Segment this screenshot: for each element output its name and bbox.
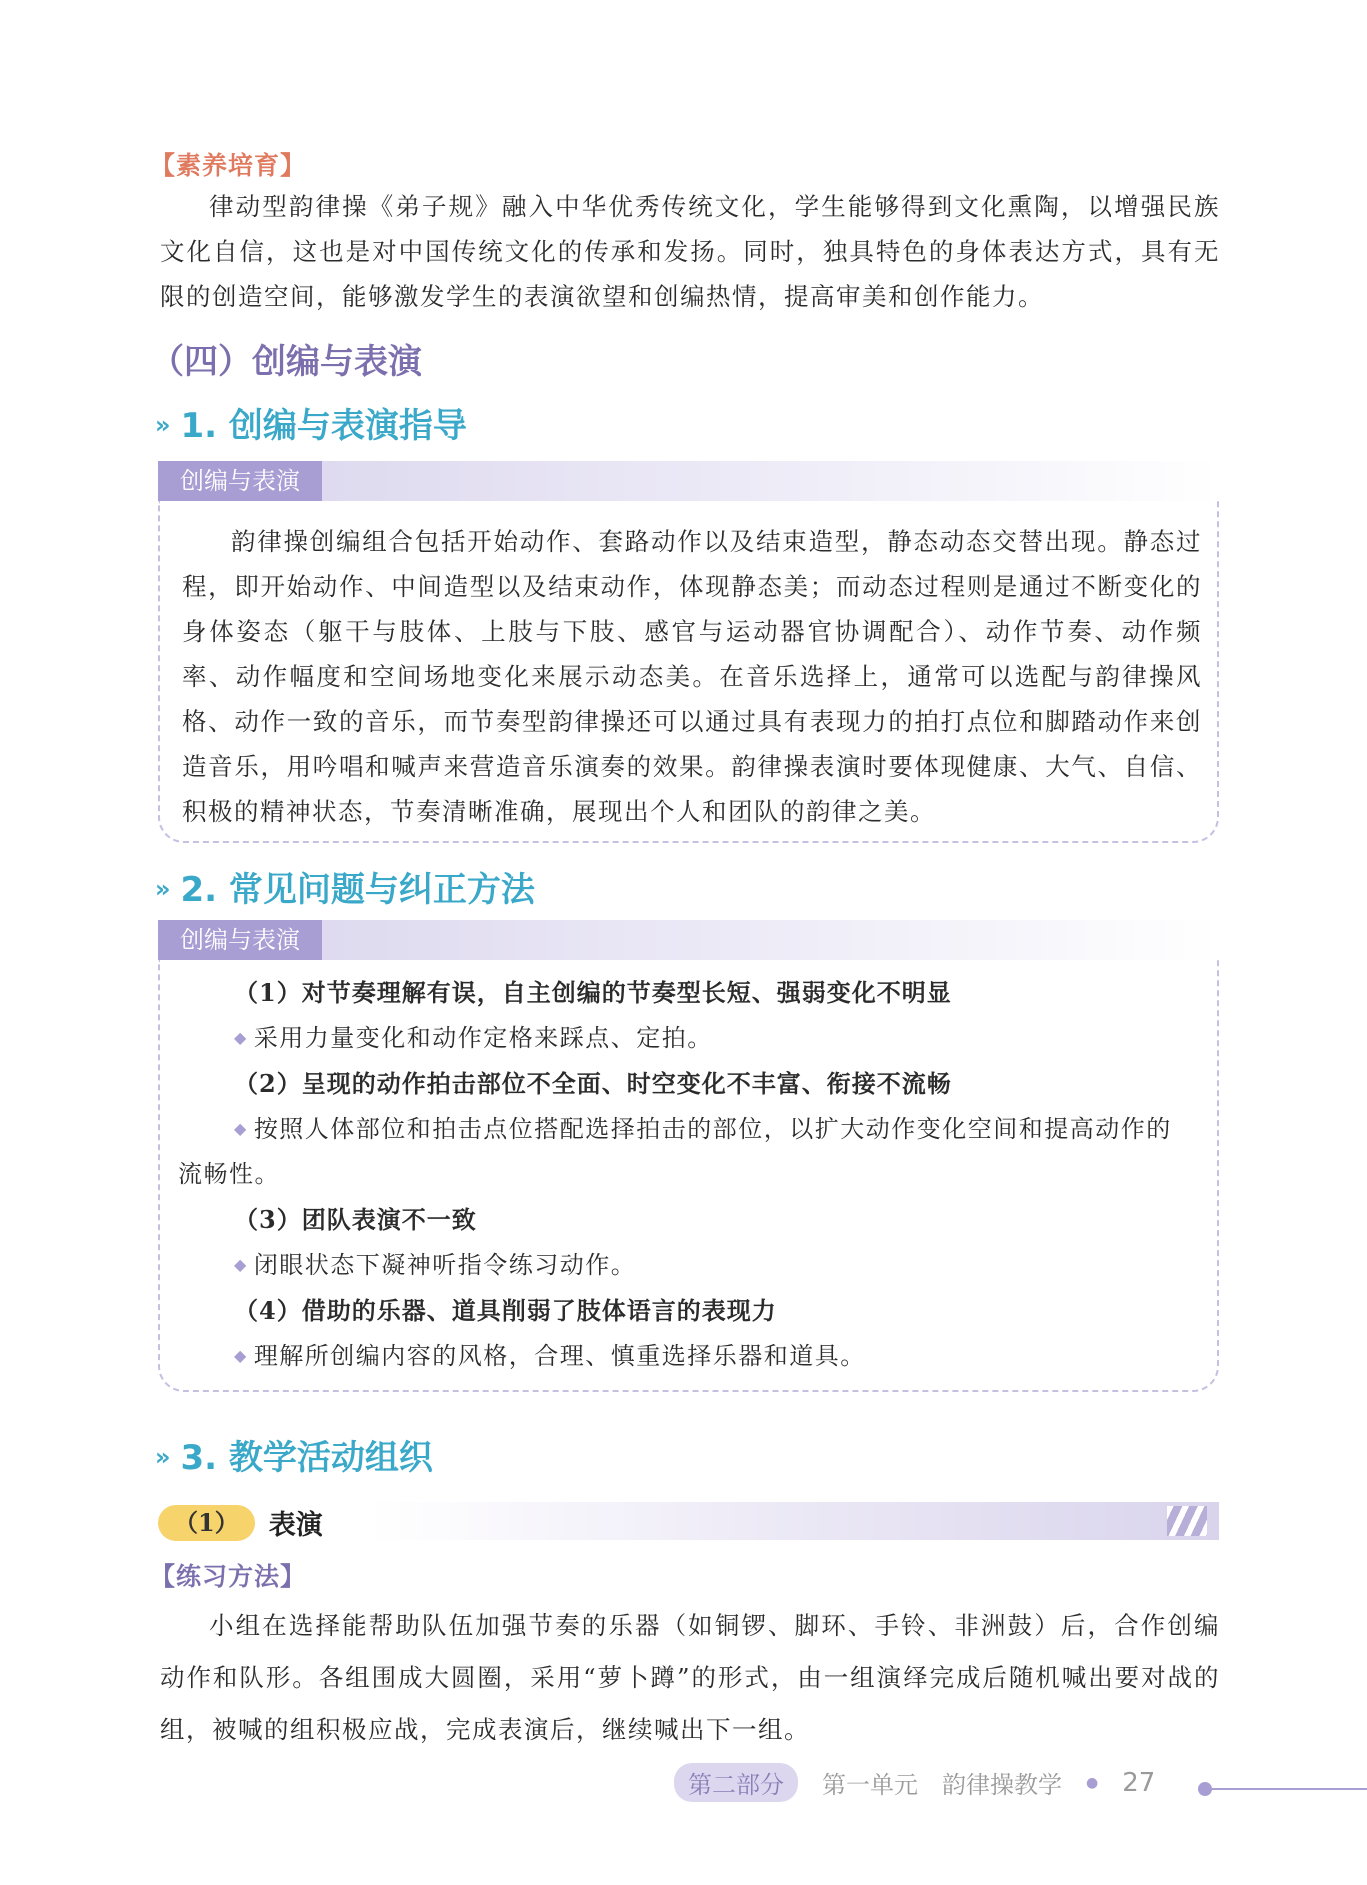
chevron-icon: » — [155, 411, 171, 439]
problem-item-4 — [178, 1288, 1202, 1379]
problems-band-label: 创编与表演 — [158, 920, 322, 960]
literacy-tag: 【素养培育】 — [150, 151, 307, 180]
problem-question: （1）对节奏理解有误，自主创编的节奏型长短、强弱变化不明显 — [234, 978, 952, 1007]
footer-dot-icon: ● — [1086, 1774, 1099, 1791]
subsection-1-title: » 1. 创编与表演指导 — [155, 406, 467, 446]
problem-answer: ◆ 采用力量变化和动作定格来踩点、定拍。 — [234, 1024, 713, 1052]
footer-unit: 第一单元 — [822, 1771, 918, 1799]
step-title: 表演 — [268, 1510, 323, 1541]
problem-answer: ◆ 闭眼状态下凝神听指令练习动作。 — [234, 1251, 637, 1279]
chevron-icon: » — [155, 875, 171, 903]
section-title: （四）创编与表演 — [150, 342, 422, 382]
stripes-decoration — [1167, 1506, 1207, 1536]
problems-list — [178, 970, 1202, 1379]
page-number: 27 — [1122, 1767, 1156, 1798]
problems-box — [158, 960, 1219, 1392]
problem-question: （3）团队表演不一致 — [234, 1205, 477, 1234]
guidance-paragraph: 韵律操创编组合包括开始动作、套路动作以及结束造型，静态动态交替出现。静态过程，即开始动作、中间造型以及结束动作，体现静态美；而动态过程则是通过不断变化的身体姿态（躯干与肢体、上肢与下肢、感官与运动器官协调配合）、动作节奏、动作频率、动作幅度和空间场地变化来展示动态美。在音乐选择上，通常可以选配与韵律操风格、动作一致的音乐，而节奏型韵律操还可以通过具有表现力的拍打点位和脚踏动作来创造音乐，用吟唱和喊声来营造音乐演奏的效果。韵律操表演时要体现健康、大气、自信、积极的精神状态，节奏清晰准确，展现出个人和团队的韵律之美。 — [182, 527, 1202, 826]
literacy-paragraph: 律动型韵律操《弟子规》融入中华优秀传统文化，学生能够得到文化熏陶，以增强民族文化自信，这也是对中国传统文化的传承和发扬。同时，独具特色的身体表达方式，具有无限的创造空间，能够激发学生的表演欲望和创编热情，提高审美和创作能力。 — [160, 192, 1220, 311]
problem-item-2 — [178, 1061, 1202, 1197]
practice-tag: 【练习方法】 — [150, 1562, 307, 1591]
footer-rule — [1210, 1788, 1367, 1790]
diamond-bullet-icon: ◆ — [234, 1255, 248, 1274]
guidance-band — [158, 461, 1219, 501]
footer-part: 第二部分 — [674, 1763, 798, 1802]
diamond-bullet-icon: ◆ — [234, 1028, 248, 1047]
problems-band — [158, 920, 1219, 960]
problem-item-3 — [178, 1197, 1202, 1288]
page-footer — [674, 1763, 1155, 1802]
problem-question: （4）借助的乐器、道具削弱了肢体语言的表现力 — [234, 1296, 777, 1325]
problem-answer: ◆ 按照人体部位和拍击点位搭配选择拍击的部位，以扩大动作变化空间和提高动作的 — [234, 1115, 1172, 1143]
diamond-bullet-icon: ◆ — [234, 1119, 248, 1138]
step-heading — [158, 1503, 323, 1542]
guidance-band-label: 创编与表演 — [158, 461, 322, 501]
practice-paragraph: 小组在选择能帮助队伍加强节奏的乐器（如铜锣、脚环、手铃、非洲鼓）后，合作创编动作和队形。各组围成大圆圈，采用“萝卜蹲”的形式，由一组演绎完成后随机喊出要对战的组，被喊的组积极应战，完成表演后，继续喊出下一组。 — [160, 1611, 1220, 1744]
subsection-2-title: » 2. 常见问题与纠正方法 — [155, 870, 535, 910]
problem-answer: ◆ 理解所创编内容的风格，合理、慎重选择乐器和道具。 — [234, 1342, 866, 1370]
step-number-badge: （1） — [158, 1505, 255, 1541]
problem-item-1 — [178, 970, 1202, 1061]
problem-question: （2）呈现的动作拍击部位不全面、时空变化不丰富、衔接不流畅 — [234, 1069, 952, 1098]
subsection-3-title: » 3. 教学活动组织 — [155, 1438, 433, 1478]
footer-topic: 韵律操教学 — [942, 1771, 1062, 1799]
diamond-bullet-icon: ◆ — [234, 1346, 248, 1365]
problem-answer-continued: 流畅性。 — [178, 1160, 280, 1188]
chevron-icon: » — [155, 1443, 171, 1471]
guidance-box — [158, 501, 1219, 843]
